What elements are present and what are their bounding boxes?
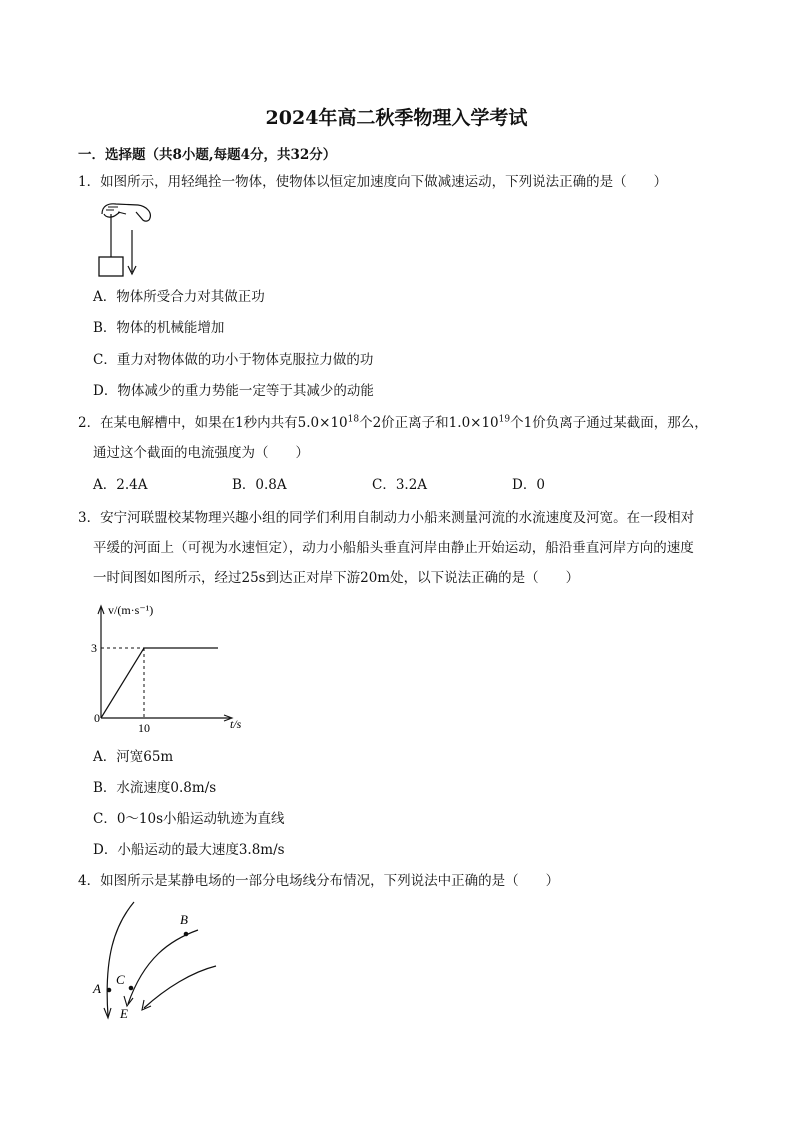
q1-figure (96, 200, 158, 280)
q2-exponent-1: 18 (347, 414, 360, 425)
graph-x-label: t/s (230, 717, 242, 731)
graph-x-tick: 10 (138, 721, 150, 735)
q2-option-b: B．0.8A (232, 477, 287, 493)
q4-stem: 4．如图所示是某静电场的一部分电场线分布情况，下列说法中正确的是（ ） (78, 873, 560, 889)
q2-exponent-2: 19 (498, 414, 511, 425)
q3-vt-graph (88, 598, 258, 738)
q1-option-b: B．物体的机械能增加 (93, 320, 225, 336)
section-heading: 一．选择题（共8小题,每题4分，共32分） (78, 147, 337, 163)
q2-text-b: 个2价正离子和1.0×10 (359, 415, 499, 431)
page-title: 2024年高二秋季物理入学考试 (265, 107, 528, 129)
q3-stem-line3: 一时间图如图所示，经过25s到达正对岸下游20m处，以下说法正确的是（ ） (93, 570, 580, 586)
q1-option-a: A．物体所受合力对其做正功 (93, 289, 265, 305)
q4-field-lines-figure (88, 896, 228, 1026)
q3-option-c: C．0～10s小船运动轨迹为直线 (93, 811, 285, 827)
graph-y-tick: 3 (91, 641, 97, 655)
q2-text-c: 个1价负离子通过某截面，那么， (510, 415, 708, 431)
q2-option-d: D．0 (512, 477, 545, 493)
label-a: A (93, 981, 101, 996)
q1-option-c: C．重力对物体做的功小于物体克服拉力做的功 (93, 352, 374, 368)
q3-option-d: D．小船运动的最大速度3.8m/s (93, 842, 285, 858)
label-b: B (180, 912, 188, 927)
q1-stem: 1．如图所示，用轻绳拴一物体，使物体以恒定加速度向下做减速运动，下列说法正确的是（ ） (78, 174, 668, 190)
q3-stem-line2: 平缓的河面上（可视为水速恒定），动力小船船头垂直河岸由静止开始运动，船沿垂直河岸方向的速度 (93, 540, 694, 556)
q3-option-a: A．河宽65m (93, 749, 174, 765)
label-e: E (120, 1006, 128, 1021)
graph-y-label: v/(m·s⁻¹) (108, 603, 154, 617)
q2-option-a: A．2.4A (93, 477, 148, 493)
q3-option-b: B．水流速度0.8m/s (93, 780, 217, 796)
q2-stem-line1 (78, 413, 708, 433)
q2-text-a: 2．在某电解槽中，如果在1秒内共有5.0×10 (78, 415, 348, 431)
q3-stem-line1: 3．安宁河联盟校某物理兴趣小组的同学们利用自制动力小船来测量河流的水流速度及河宽。在一段相对 (78, 510, 695, 526)
label-c: C (116, 972, 125, 987)
q1-option-d: D．物体减少的重力势能一定等于其减少的动能 (93, 383, 374, 399)
graph-origin: 0 (94, 711, 100, 725)
q2-option-c: C．3.2A (372, 477, 428, 493)
q2-stem-line2: 通过这个截面的电流强度为（ ） (93, 445, 309, 461)
